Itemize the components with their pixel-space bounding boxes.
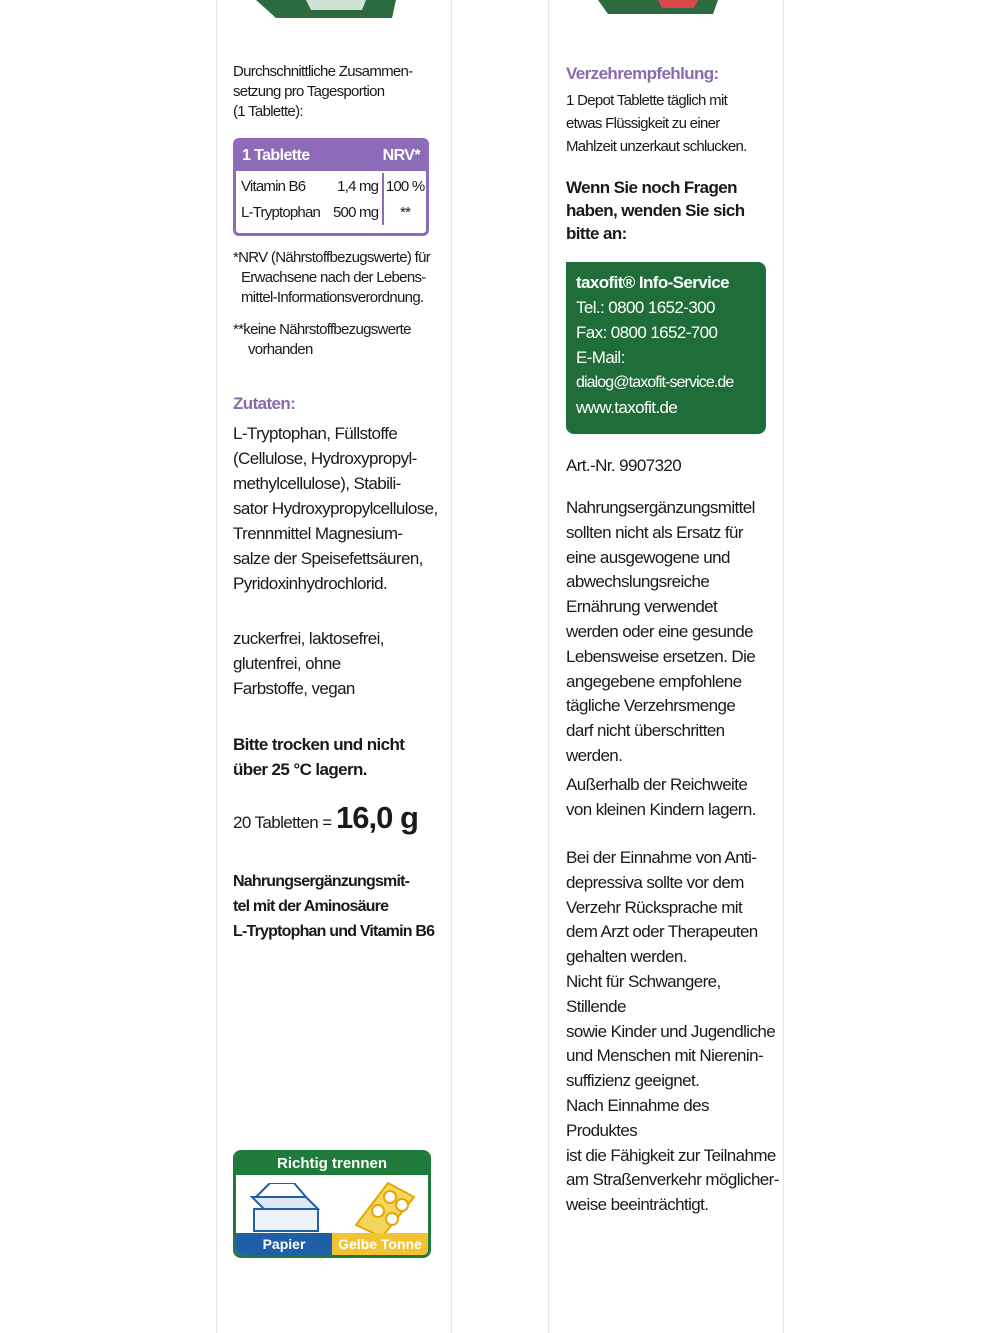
ingredients-list: L-Tryptophan, Füllstoffe (Cellulose, Hydroxypropyl- methylcellulose), Stabili- sator Hydroxypropylcellulose, Trennmittel Magnesium- salze der Speisefettsäuren, Pyridoxinhydrochlorid. (233, 424, 438, 593)
nutrient-name: L-Tryptophan (241, 203, 321, 221)
table-row (236, 173, 426, 199)
website-url: www.taxofit.de (576, 398, 678, 417)
recycling-title: Richtig trennen (236, 1153, 428, 1175)
recycling-badge (233, 1150, 431, 1258)
product-description: Nahrungsergänzungsmit- tel mit der Aminosäure L-Tryptophan und Vitamin B6 (233, 873, 435, 940)
quantity-value: 16,0 g (336, 800, 418, 835)
package-top-edge (548, 0, 784, 20)
recycling-labels (236, 1233, 428, 1255)
yellow-bin-label: Gelbe Tonne (332, 1233, 428, 1255)
nutrition-table (233, 138, 429, 236)
nutrient-amount: 500 mg (333, 203, 379, 221)
fax-number: Fax: 0800 1652-700 (576, 323, 718, 342)
free-from-text: zuckerfrei, laktosefrei, glutenfrei, ohne Farbstoffe, vegan (233, 629, 384, 698)
storage-text: Bitte trocken und nicht über 25 °C lagern. (233, 735, 405, 779)
blister-pack-icon (348, 1181, 418, 1237)
quantity-label: 20 Tabletten = (233, 813, 332, 832)
composition-heading: Durchschnittliche Zusammen- setzung pro Tagesportion (1 Tablette): (233, 63, 413, 120)
nutrient-amount: 1,4 mg (337, 177, 379, 195)
left-side-panel (216, 0, 452, 1333)
warning-supplement: Nahrungsergänzungsmittel sollten nicht als Ersatz für eine ausgewogene und abwechslungsreiche Ernährung verwendet werden oder eine gesunde Lebensweise ersetzen. Die angegebene empfohlene tägliche Verzehrsmenge darf nicht überschritten werden. (566, 498, 756, 765)
nutrition-table-header (236, 141, 426, 171)
package-top-edge (216, 0, 452, 20)
warning-antidepressants: Bei der Einnahme von Anti- depressiva sollte vor dem Verzehr Rücksprache mit dem Arzt oder Therapeuten gehalten werden. Nicht für Schwangere, Stillende sowie Kinder und Jugendliche und Menschen mit Nierenin- suffizienz geeignet. Nach Einnahme des Produktes ist die Fähigkeit zur Teilnahme am Straßenverkehr möglicher- weise beeinträchtigt. (566, 848, 779, 1215)
paper-bin-icon (246, 1183, 326, 1233)
paper-label: Papier (236, 1233, 332, 1255)
phone-number: Tel.: 0800 1652-300 (576, 298, 715, 317)
article-number: Art.-Nr. 9907320 (566, 456, 682, 475)
nutrient-nrv: 100 % (382, 173, 426, 199)
usage-heading: Verzehrempfehlung: (566, 64, 719, 83)
quantity-line (233, 800, 418, 836)
usage-text: 1 Depot Tablette täglich mit etwas Flüssigkeit zu einer Mahlzeit unzerkaut schlucken. (566, 92, 747, 155)
info-service-title: taxofit® Info-Service (576, 273, 729, 292)
email-label: E-Mail: (576, 348, 625, 367)
questions-text: Wenn Sie noch Fragen haben, wenden Sie sich bitte an: (566, 178, 745, 243)
email-address: dialog@taxofit-service.de (576, 374, 734, 391)
ingredients-heading: Zutaten: (233, 394, 296, 413)
warning-children: Außerhalb der Reichweite von kleinen Kindern lagern. (566, 775, 756, 819)
nutrient-name: Vitamin B6 (241, 177, 306, 195)
table-row (236, 199, 426, 225)
nutrient-nrv: ** (382, 199, 426, 225)
right-side-panel (548, 0, 784, 1333)
header-serving: 1 Tablette (242, 147, 310, 164)
nrv-footnote: *NRV (Nährstoffbezugswerte) für Erwachsene nach der Lebens- mittel-Informationsverordnung. (233, 249, 431, 306)
nrv-footnote-2: **keine Nährstoffbezugswerte vorhanden (233, 321, 411, 358)
header-nrv: NRV* (382, 147, 420, 164)
info-service-box (566, 262, 766, 434)
